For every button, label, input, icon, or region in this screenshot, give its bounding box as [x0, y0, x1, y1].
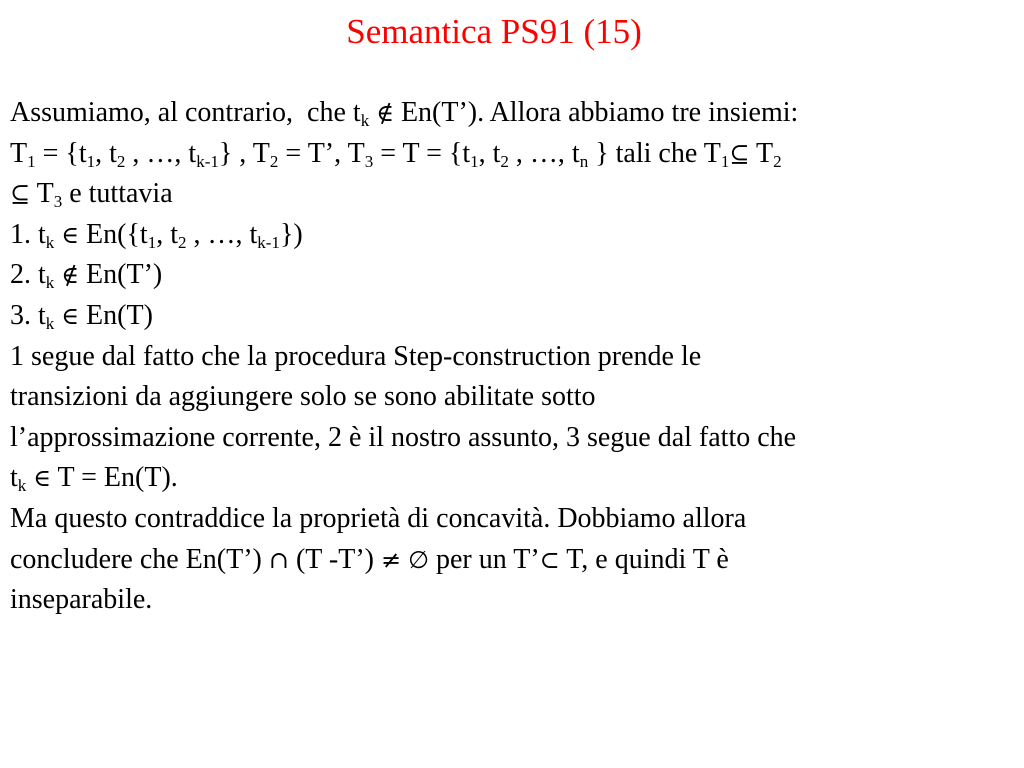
subscript: k-1 — [257, 232, 280, 252]
body-line — [10, 215, 1010, 256]
text-run: T — [10, 137, 28, 169]
subscript: 1 — [147, 232, 157, 252]
body-line — [10, 93, 1010, 134]
math-symbol: ⊂ — [539, 545, 560, 574]
text-run: } , T — [218, 137, 270, 169]
subscript: 1 — [86, 151, 96, 171]
subscript: k — [45, 232, 55, 252]
text-run: l’approssimazione corrente, 2 è il nostro assunto, 3 segue dal fatto che — [10, 421, 797, 453]
text-run: , t — [95, 137, 117, 169]
text-run: , t — [478, 137, 501, 169]
text-run: per un T’ — [428, 543, 540, 575]
slide-body — [10, 93, 1010, 621]
body-line — [10, 174, 1010, 215]
subscript: 3 — [53, 192, 63, 212]
body-line — [10, 580, 1010, 621]
math-symbol: ∅ — [408, 545, 429, 574]
text-run: concludere che En(T’) — [10, 543, 269, 575]
text-run: , …, t — [508, 137, 580, 169]
subscript: k — [45, 313, 55, 333]
body-line — [10, 418, 1010, 459]
text-run: 3. t — [10, 299, 46, 331]
text-run: En({t — [79, 218, 148, 250]
math-symbol: ∉ — [61, 261, 80, 290]
text-run: En(T’) — [79, 259, 163, 291]
math-symbol: ≠ — [380, 545, 402, 574]
body-line — [10, 337, 1010, 378]
text-run: } tali che T — [588, 137, 721, 169]
math-symbol: ⊆ — [10, 180, 31, 209]
slide-title: Semantica PS91 (15) — [346, 12, 642, 51]
math-symbol: ∉ — [376, 99, 394, 127]
subscript: k — [45, 273, 55, 293]
math-symbol: ∈ — [61, 220, 80, 249]
math-symbol: ∩ — [268, 545, 289, 574]
text-run: 1 segue dal fatto che la procedura Step-construction prende le — [10, 340, 702, 372]
text-run: = T = {t — [373, 137, 471, 169]
text-run: transizioni da aggiungere solo se sono abilitate sotto — [10, 381, 596, 413]
subscript: 2 — [269, 151, 279, 171]
subscript: k — [17, 476, 27, 496]
text-run: T, e quindi T è — [559, 543, 729, 575]
text-run: inseparabile. — [10, 584, 153, 616]
math-symbol: ∈ — [33, 464, 52, 493]
subscript: 2 — [116, 151, 126, 171]
text-run: En(T’). Allora abbiamo tre insiemi: — [393, 97, 799, 128]
subscript: 2 — [177, 232, 187, 252]
text-run: , …, t — [125, 137, 197, 169]
text-run: Ma questo contraddice la proprietà di concavità. Dobbiamo allora — [10, 502, 747, 534]
text-run: T — [30, 178, 54, 210]
subscript: 1 — [27, 151, 36, 171]
subscript: 1 — [470, 151, 479, 171]
body-line — [10, 134, 1010, 175]
text-run: Assumiamo, al contrario, che t — [10, 97, 361, 128]
text-run: En(T) — [79, 299, 153, 331]
subscript: 3 — [364, 151, 374, 171]
text-run: }) — [279, 218, 303, 250]
text-run: T — [749, 137, 774, 169]
text-run: e tuttavia — [62, 178, 173, 210]
body-line — [10, 499, 1010, 540]
math-symbol: ∈ — [61, 301, 80, 330]
math-symbol: ⊆ — [729, 139, 750, 168]
body-line — [10, 377, 1010, 418]
body-line — [10, 255, 1010, 296]
text-run: (T -T’) — [288, 543, 381, 575]
subscript: 2 — [773, 151, 782, 171]
body-line — [10, 540, 1010, 581]
text-run: , t — [156, 218, 178, 250]
subscript: 1 — [720, 151, 730, 171]
text-run: t — [10, 462, 18, 494]
subscript: k-1 — [196, 151, 219, 171]
text-run: = {t — [35, 137, 87, 169]
text-run: T = En(T). — [51, 462, 178, 494]
text-run: 2. t — [10, 259, 46, 291]
subscript: n — [579, 151, 589, 171]
body-line — [10, 458, 1010, 499]
body-line — [10, 296, 1010, 337]
text-run: , …, t — [186, 218, 258, 250]
text-run: = T’, T — [278, 137, 365, 169]
text-run: 1. t — [10, 218, 46, 250]
subscript: 2 — [500, 151, 509, 171]
subscript: k — [360, 111, 370, 130]
